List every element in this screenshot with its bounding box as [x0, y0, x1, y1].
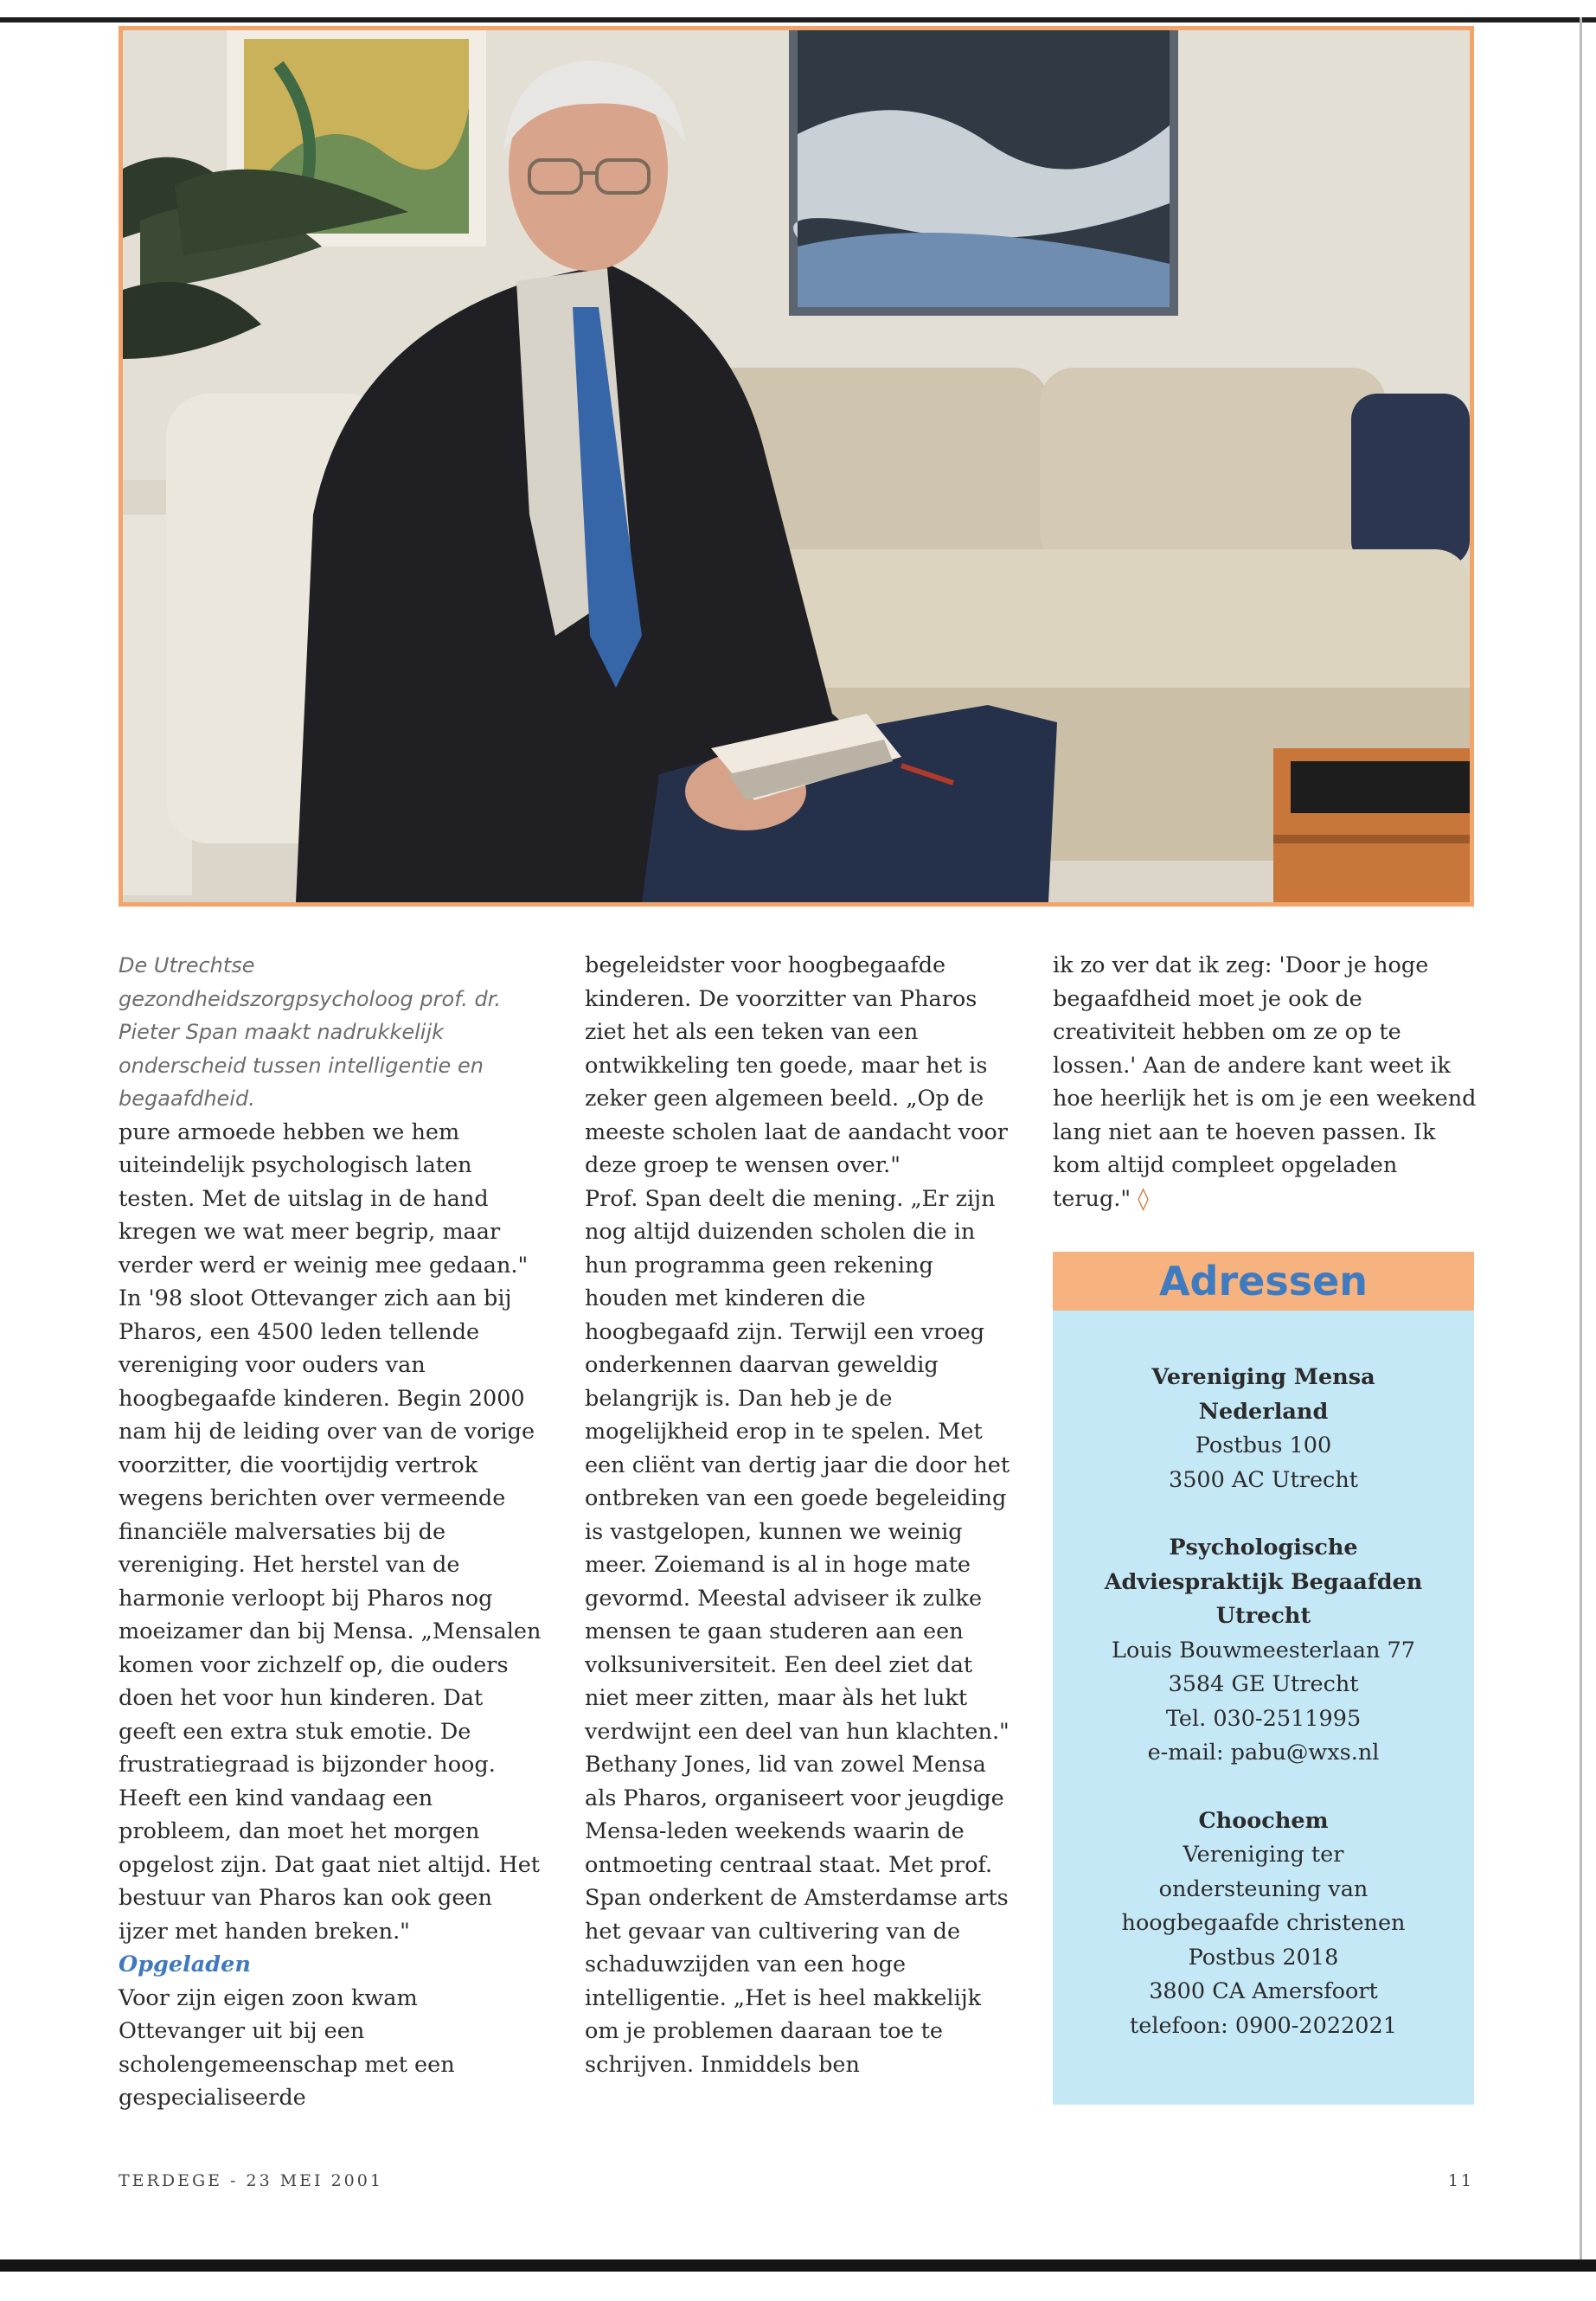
text-column-1 — [119, 949, 542, 2115]
footer-publication: TERDEGE - 23 MEI 2001 — [119, 2171, 383, 2190]
paragraph: pure armoede hebben we hem uiteindelijk psychologisch laten testen. Met de uitslag in de hand kregen we wat meer begrip, maar verder werd er weinig mee gedaan." — [119, 1118, 529, 1279]
photo-portrait-icon — [123, 30, 1470, 902]
phone-line: telefoon: 0900-2022021 — [1130, 2012, 1397, 2039]
address-line: Postbus 2018 — [1188, 1944, 1339, 1971]
subheading-opgeladen: Opgeladen — [119, 1952, 251, 1977]
page-number: 11 — [1447, 2171, 1474, 2190]
right-page-edge — [1580, 17, 1582, 2266]
org-name: Adviespraktijk Begaafden — [1104, 1568, 1423, 1595]
paragraph: In '98 sloot Ottevanger zich aan bij Pharos, een 4500 leden tellende vereniging voor ouders van hoogbegaafde kinderen. Begin 2000 nam hij de leiding over van de vorige voorzitter, die voortijdig vertrok wegens berichten over vermeende financiële malversaties bij de vereniging. Het herstel van de harmonie verloopt bij Pharos nog moeizamer dan bij Mensa. „Mensalen komen voor zichzelf op, die ouders doen het voor hun kinderen. Dat geeft een extra stuk emotie. De frustratiegraad is bijzonder hoog. Heeft een kind vandaag een probleem, dan moet het morgen opgelost zijn. Dat gaat niet altijd. Het bestuur van Pharos kan ook geen ijzer met handen breken." — [119, 1285, 542, 1945]
org-name: Psychologische — [1169, 1535, 1358, 1561]
address-entry-choochem — [1053, 1804, 1474, 2044]
phone-line: Tel. 030-2511995 — [1165, 1705, 1362, 1732]
email-line: e-mail: pabu@wxs.nl — [1147, 1740, 1380, 1766]
address-line: 3500 AC Utrecht — [1168, 1466, 1358, 1493]
top-border-rule — [0, 17, 1596, 22]
text-column-2 — [585, 949, 1017, 2081]
paragraph — [1053, 949, 1477, 1215]
address-entry-mensa — [1053, 1361, 1474, 1497]
addresses-title: Adressen — [1158, 1258, 1368, 1304]
address-line: Louis Bouwmeesterlaan 77 — [1112, 1637, 1415, 1663]
org-name: Choochem — [1198, 1807, 1329, 1834]
paragraph: Voor zijn eigen zoon kwam Ottevanger uit bij een scholengemeenschap met een gespecialiseerde — [119, 1984, 455, 2111]
address-line: Postbus 100 — [1195, 1433, 1332, 1458]
portrait-photo — [119, 26, 1474, 907]
end-mark-icon: ◊ — [1138, 1185, 1149, 1212]
photo-caption: De Utrechtse gezondheidszorgpsycholoog prof. dr. Pieter Span maakt nadrukkelijk onderscheid tussen intelligentie en begaafdheid. — [119, 953, 502, 1111]
paragraph: Prof. Span deelt die mening. „Er zijn nog altijd duizenden scholen die in hun programma geen rekening houden met kinderen die hoogbegaafd zijn. Terwijl een vroeg onderkennen daarvan geweldig belangrijk is. Dan heb je de mogelijkheid erop in te spelen. Met een cliënt van dertig jaar die door het ontbreken van een goede begeleiding is vastgelopen, kunnen we weinig meer. Zoiemand is al in hoge mate gevormd. Meestal adviseer ik zulke mensen te gaan studeren aan een volksuniversiteit. Een deel ziet dat niet meer zitten, maar àls het lukt verdwijnt een deel van hun klachten." — [585, 1185, 1010, 1745]
address-entry-pabu — [1053, 1531, 1474, 1771]
org-name: Utrecht — [1215, 1603, 1311, 1629]
text-column-3 — [1053, 949, 1477, 1215]
addresses-list — [1053, 1311, 1474, 2043]
address-line: 3584 GE Utrecht — [1168, 1671, 1359, 1697]
address-line: 3800 CA Amersfoort — [1149, 1978, 1378, 2004]
org-name: Vereniging Mensa — [1151, 1364, 1375, 1390]
org-name: Nederland — [1198, 1398, 1329, 1425]
address-line: Vereniging ter — [1183, 1842, 1344, 1868]
paragraph-text: ik zo ver dat ik zeg: 'Door je hoge begaafdheid moet je ook de creativiteit hebben om ze op te lossen.' Aan de andere kant weet ik hoe heerlijk het is om je een weekend lang niet aan te hoeven passen. Ik kom altijd compleet opgeladen terug." — [1053, 952, 1477, 1212]
paragraph: begeleidster voor hoogbegaafde kinderen. De voorzitter van Pharos ziet het als een teken van een ontwikkeling ten goede, maar het is zeker geen algemeen beeld. „Op de meeste scholen laat de aandacht voor deze groep te wensen over." — [585, 952, 1008, 1178]
bottom-border-rule — [0, 2259, 1596, 2272]
addresses-header — [1053, 1252, 1474, 1311]
address-line: ondersteuning van — [1158, 1875, 1368, 1902]
paragraph: Bethany Jones, lid van zowel Mensa als Pharos, organiseert voor jeugdige Mensa-leden weekends waarin de ontmoeting centraal staat. Met prof. Span onderkent de Amsterdamse arts het gevaar van cultivering van de schaduwzijden van een hoge intelligentie. „Het is heel makkelijk om je problemen daaraan toe te schrijven. Inmiddels ben — [585, 1752, 1009, 2078]
addresses-box — [1053, 1252, 1474, 2105]
address-line: hoogbegaafde christenen — [1121, 1910, 1406, 1936]
